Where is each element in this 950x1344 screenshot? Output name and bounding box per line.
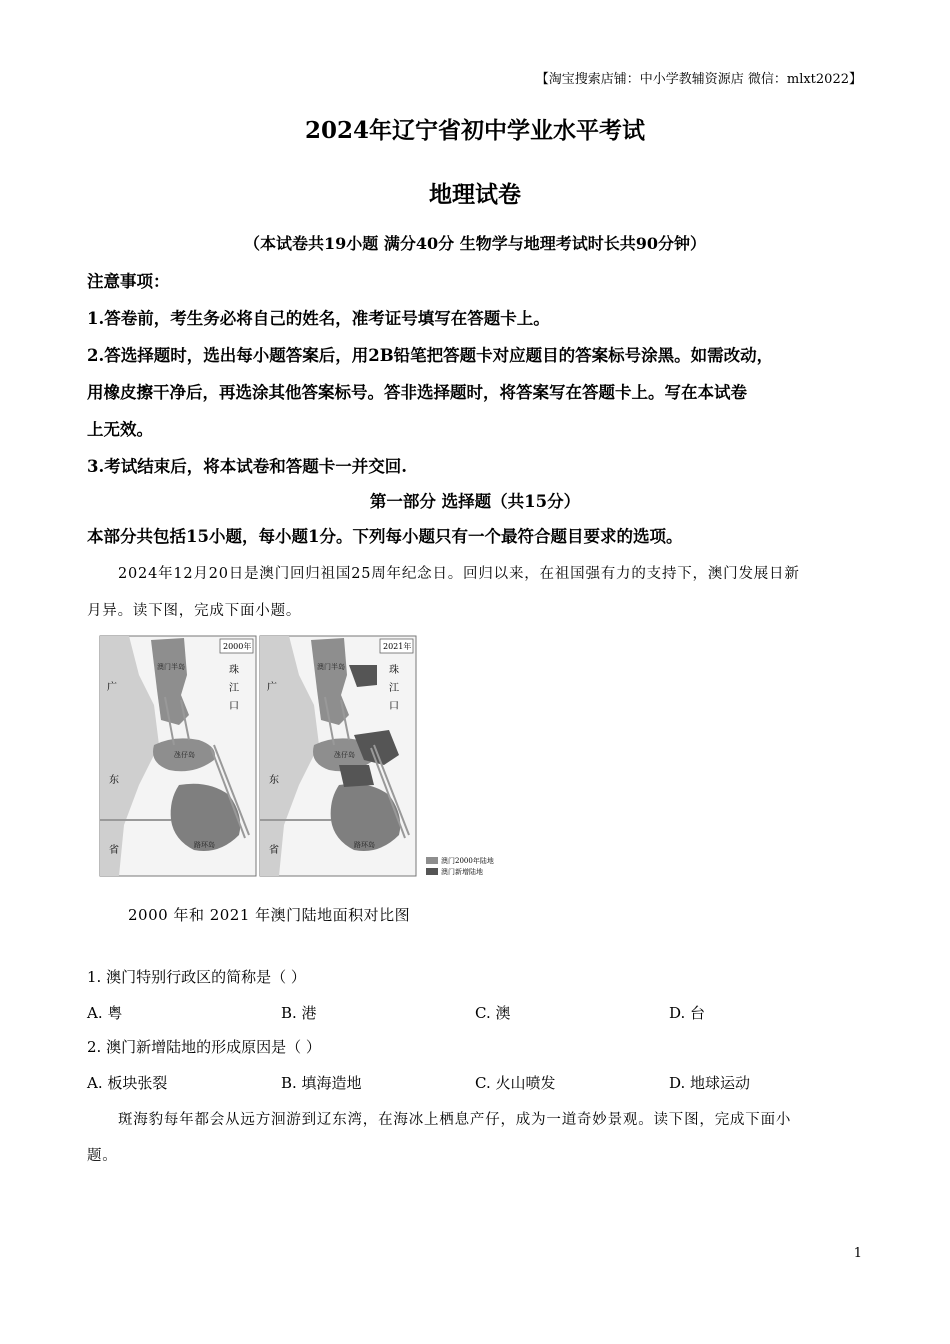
section-heading: 第一部分 选择题（共15分） xyxy=(369,492,581,511)
question-1-option-b: B. 港 xyxy=(281,1004,317,1022)
question-2-option-b: B. 填海造地 xyxy=(281,1074,362,1092)
note-item-3: 3.考试结束后，将本试卷和答题卡一并交回. xyxy=(87,457,407,476)
question-2-option-c: C. 火山喷发 xyxy=(475,1074,556,1092)
map-caption: 2000 年和 2021 年澳门陆地面积对比图 xyxy=(128,906,411,924)
map-label-taipa-left: 氹仔岛 xyxy=(174,751,195,759)
map-label-kou-left: 口 xyxy=(229,701,239,712)
map-label-coloane-right: 路环岛 xyxy=(354,841,375,849)
map-label-guang-left: 广 xyxy=(107,682,117,693)
map-label-kou-right: 口 xyxy=(389,701,399,712)
map-year-left: 2000年 xyxy=(223,642,252,651)
legend-swatch-new-land xyxy=(426,868,438,875)
map-label-dong-left: 东 xyxy=(109,775,119,786)
question-1-stem: 1. 澳门特别行政区的简称是（ ） xyxy=(87,968,306,986)
macau-land-comparison-map xyxy=(99,635,539,880)
section-instruction: 本部分共包括15小题，每小题1分。下列每小题只有一个最符合题目要求的选项。 xyxy=(87,527,683,546)
map-label-zhu-right: 珠 xyxy=(389,665,399,676)
map-label-taipa-right: 氹仔岛 xyxy=(334,751,355,759)
map-legend xyxy=(426,857,438,875)
page-number: 1 xyxy=(853,1246,862,1261)
question-1-option-d: D. 台 xyxy=(669,1004,706,1022)
map-label-peninsula-right: 澳门半岛 xyxy=(317,663,345,671)
question-1-option-a: A. 粤 xyxy=(87,1004,123,1022)
map-svg xyxy=(99,635,539,880)
question-2-option-d: D. 地球运动 xyxy=(669,1074,751,1092)
map-label-jiang-left: 江 xyxy=(229,683,239,694)
question-1-option-c: C. 澳 xyxy=(475,1004,511,1022)
exam-info: （本试卷共19小题 满分40分 生物学与地理考试时长共90分钟） xyxy=(244,234,706,253)
map-label-sheng-left: 省 xyxy=(109,845,119,856)
legend-label-old-land: 澳门2000年陆地 xyxy=(441,857,494,865)
map-label-guang-right: 广 xyxy=(267,682,277,693)
note-item-2-line-3: 上无效。 xyxy=(87,420,153,439)
header-note: 【淘宝搜索店铺：中小学教辅资源店 微信：mlxt2022】 xyxy=(535,72,862,87)
map-label-peninsula-left: 澳门半岛 xyxy=(157,663,185,671)
legend-swatch-old-land xyxy=(426,857,438,864)
map-label-dong-right: 东 xyxy=(269,775,279,786)
notes-heading: 注意事项： xyxy=(87,272,170,291)
passage-1-line-1: 2024年12月20日是澳门回归祖国25周年纪念日。回归以来，在祖国强有力的支持下，澳门发展日新 xyxy=(118,566,800,582)
map-label-jiang-right: 江 xyxy=(389,683,399,694)
passage-1-line-2: 月异。读下图，完成下面小题。 xyxy=(87,603,302,619)
note-item-2-line-2: 用橡皮擦干净后，再选涂其他答案标号。答非选择题时，将答案写在答题卡上。写在本试卷 xyxy=(87,383,747,402)
question-2-option-a: A. 板块张裂 xyxy=(87,1074,168,1092)
map-label-sheng-right: 省 xyxy=(269,845,279,856)
passage-2-line-2: 题。 xyxy=(87,1148,118,1164)
note-item-1: 1.答卷前，考生务必将自己的姓名，准考证号填写在答题卡上。 xyxy=(87,309,550,328)
question-2-stem: 2. 澳门新增陆地的形成原因是（ ） xyxy=(87,1038,321,1056)
exam-title: 2024年辽宁省初中学业水平考试 xyxy=(304,117,645,144)
map-label-coloane-left: 路环岛 xyxy=(194,841,215,849)
map-label-zhu-left: 珠 xyxy=(229,665,239,676)
note-item-2-line-1: 2.答选择题时，选出每小题答案后，用2B铅笔把答题卡对应题目的答案标号涂黑。如需改动， xyxy=(87,346,774,365)
passage-2-line-1: 斑海豹每年都会从远方洄游到辽东湾，在海冰上栖息产仔，成为一道奇妙景观。读下图，完成下面小 xyxy=(118,1112,792,1128)
map-year-right: 2021年 xyxy=(383,642,412,651)
legend-label-new-land: 澳门新增陆地 xyxy=(441,868,483,876)
exam-subject: 地理试卷 xyxy=(429,181,521,208)
